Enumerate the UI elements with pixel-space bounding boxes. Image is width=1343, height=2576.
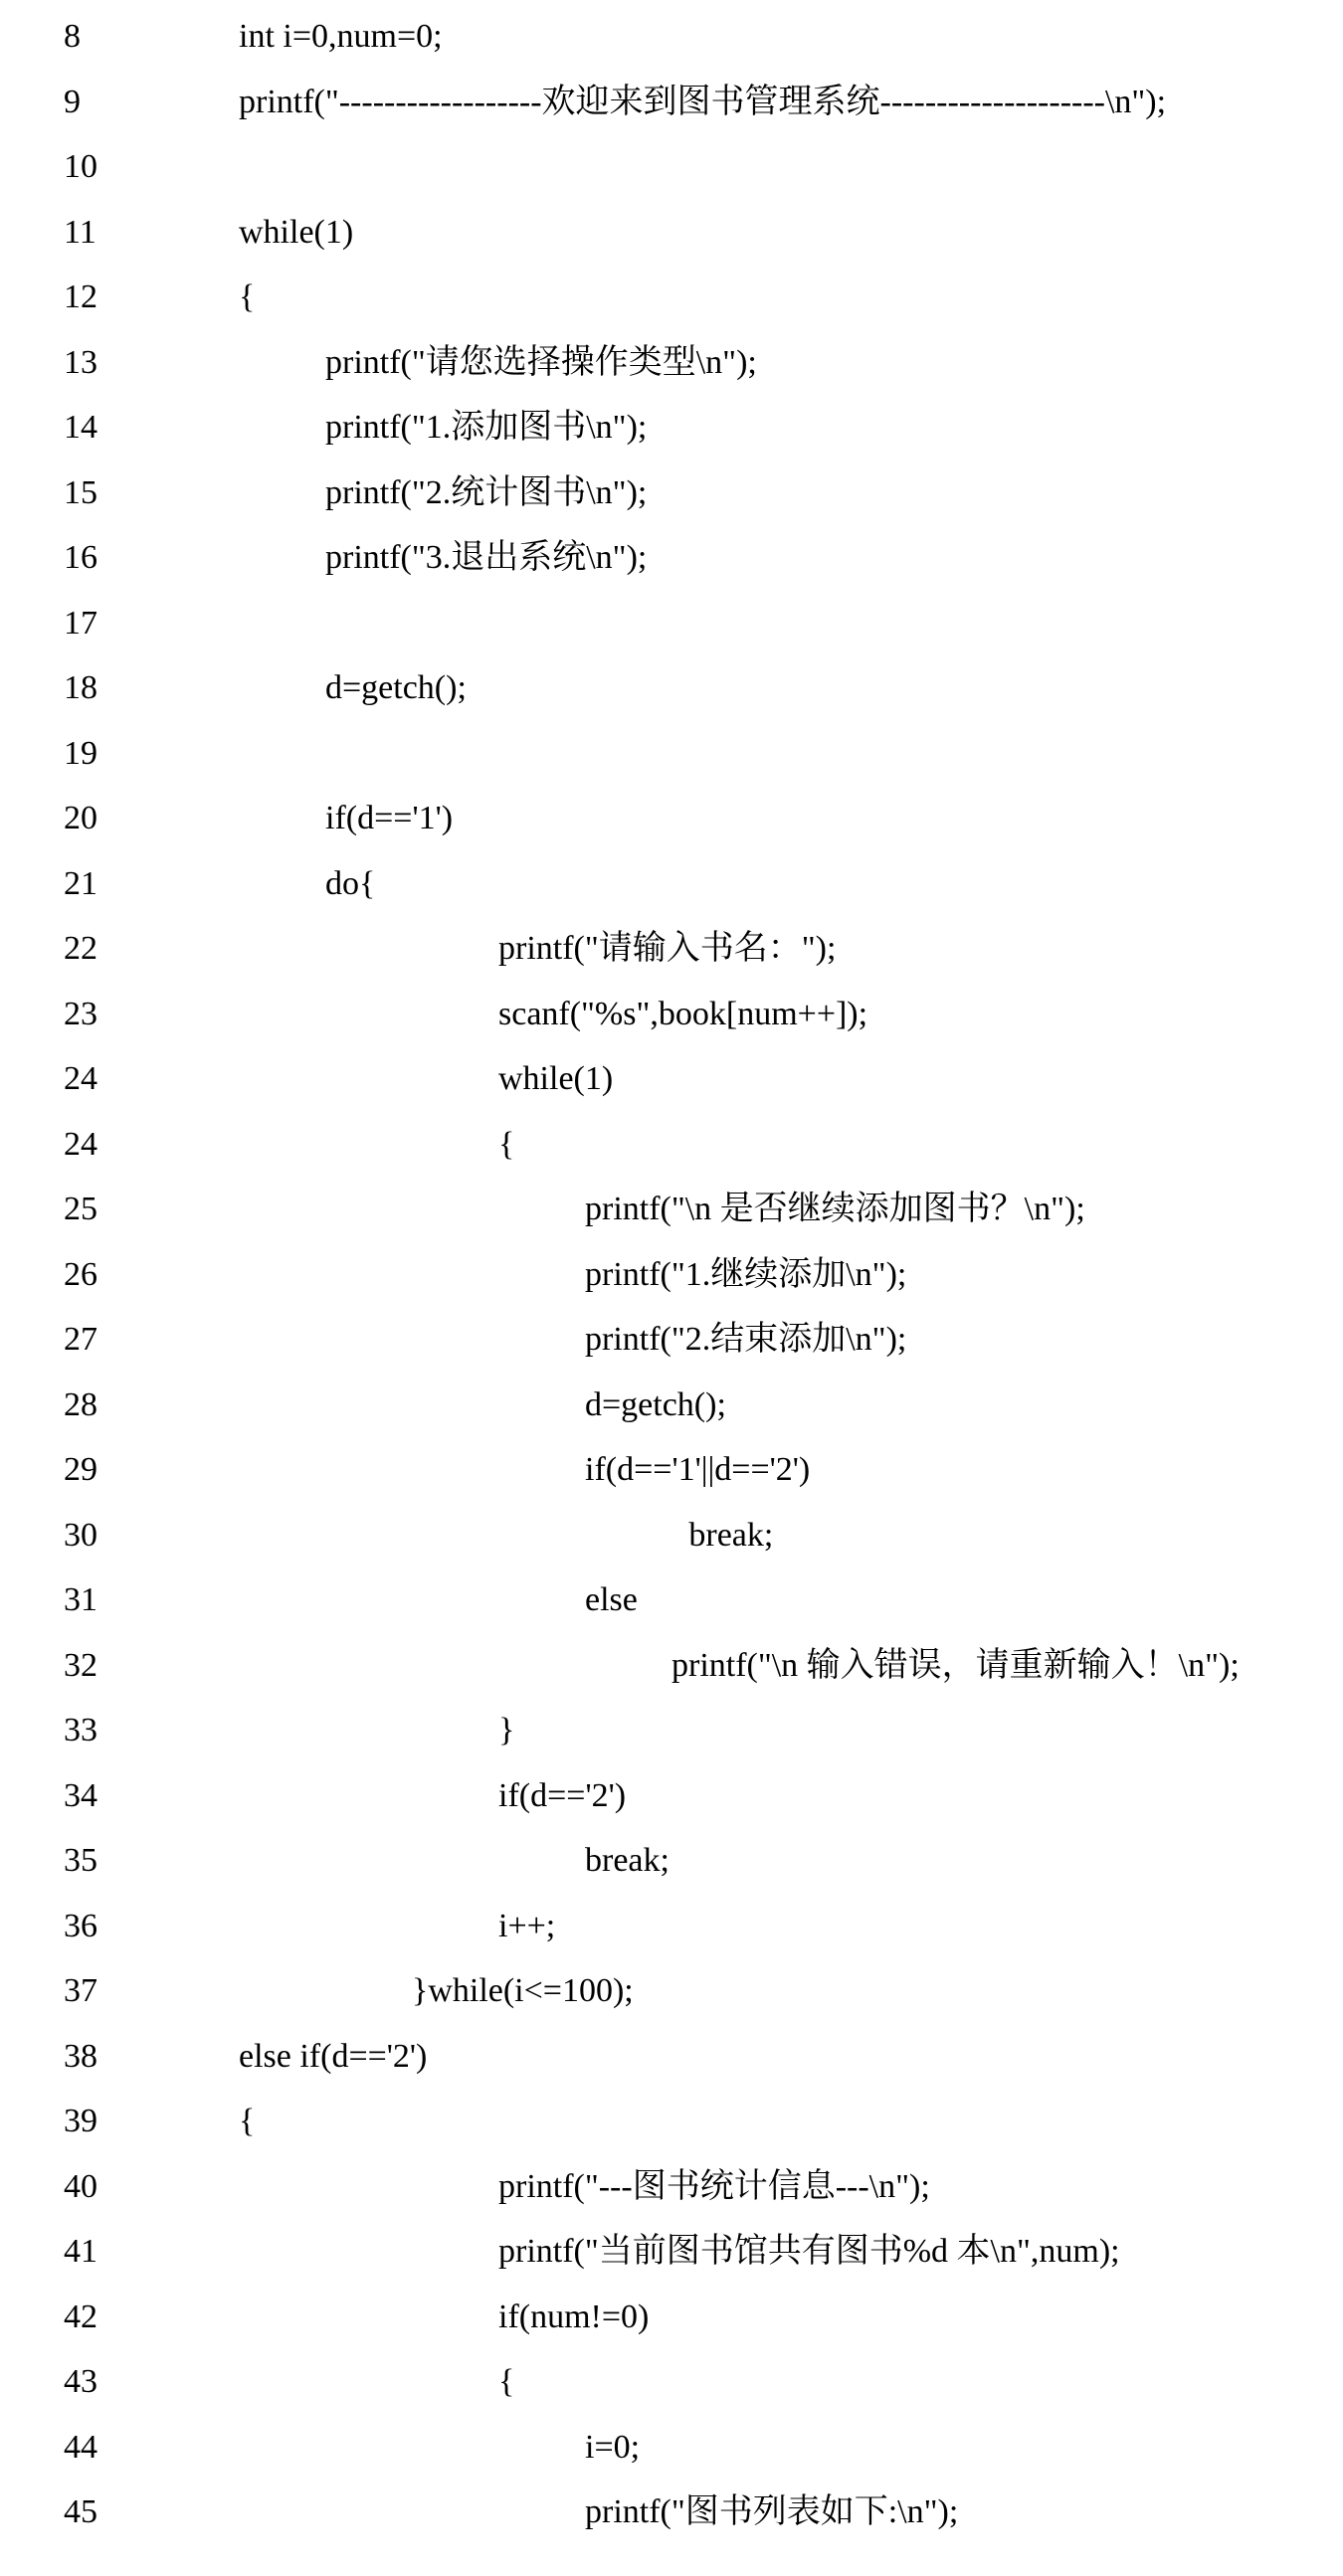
line-number: 19 [64,734,97,772]
code-text: printf("------------------欢迎来到图书管理系统--------------------\n"); [239,83,1167,120]
line-number: 18 [64,669,97,706]
line-number: 29 [64,1451,97,1488]
code-text: scanf("%s",book[num++]); [498,995,868,1032]
code-line [0,2428,1343,2493]
line-number: 15 [64,473,97,511]
code-text: d=getch(); [585,1385,726,1423]
code-line [0,277,1343,343]
code-text: if(d=='1'||d=='2') [585,1451,811,1488]
line-number: 35 [64,1842,97,1879]
code-text: { [498,1125,515,1163]
code-text: printf("1.继续添加\n"); [585,1255,907,1293]
code-line [0,1841,1343,1907]
code-line [0,1646,1343,1712]
code-line [0,1971,1343,2037]
code-text: printf("请输入书名："); [498,930,837,967]
code-text: while(1) [239,213,354,251]
line-number: 23 [64,995,97,1032]
code-text: while(1) [498,1060,614,1097]
code-text: { [239,2103,256,2139]
code-text: if(num!=0) [498,2298,650,2335]
code-text: int i=0,num=0; [239,18,443,55]
code-listing [0,17,1343,2558]
code-text: do{ [325,864,376,902]
code-line [0,1125,1343,1191]
code-text: break; [585,1842,670,1879]
code-line [0,1711,1343,1776]
code-text: { [239,278,256,315]
line-number: 28 [64,1385,97,1423]
line-number: 11 [64,213,96,251]
line-number: 36 [64,1907,97,1944]
code-line [0,864,1343,930]
code-line [0,734,1343,800]
code-text: break; [688,1516,774,1554]
line-number: 39 [64,2103,97,2139]
code-line [0,343,1343,409]
code-line [0,995,1343,1060]
code-text: printf("请您选择操作类型\n"); [325,343,757,381]
line-number: 33 [64,1712,97,1748]
code-text: else if(d=='2') [239,2037,428,2075]
code-text: printf("2.结束添加\n"); [585,1321,907,1358]
line-number: 34 [64,1776,97,1814]
line-number: 8 [64,18,81,55]
code-line [0,668,1343,734]
code-line [0,1059,1343,1125]
line-number: 24 [64,1060,97,1097]
code-text: { [498,2363,515,2400]
code-line [0,929,1343,995]
line-number: 41 [64,2233,97,2270]
line-number: 22 [64,930,97,967]
code-line [0,1385,1343,1451]
code-text: if(d=='2') [498,1776,627,1814]
line-number: 37 [64,1972,97,2009]
line-number: 38 [64,2037,97,2075]
code-text: printf("图书列表如下:\n"); [585,2493,959,2530]
code-text: printf("---图书统计信息---\n"); [498,2167,930,2205]
code-text: d=getch(); [325,669,467,706]
code-line [0,2492,1343,2558]
code-line [0,2232,1343,2298]
code-text: printf("2.统计图书\n"); [325,473,648,511]
code-line [0,538,1343,604]
line-number: 16 [64,539,97,576]
code-line [0,408,1343,473]
line-number: 17 [64,604,97,642]
code-line [0,17,1343,83]
code-line [0,1450,1343,1516]
line-number: 32 [64,1646,97,1684]
line-number: 25 [64,1191,97,1227]
code-line [0,83,1343,148]
line-number: 12 [64,278,97,315]
line-number: 45 [64,2493,97,2530]
line-number: 21 [64,864,97,902]
code-line [0,1190,1343,1255]
line-number: 44 [64,2428,97,2466]
code-line [0,2298,1343,2363]
code-text: printf("当前图书馆共有图书%d 本\n",num); [498,2233,1120,2270]
code-text: printf("\n 是否继续添加图书？\n"); [585,1191,1085,1227]
code-line [0,2037,1343,2103]
code-line [0,2102,1343,2167]
line-number: 24 [64,1125,97,1163]
code-line [0,1776,1343,1842]
line-number: 10 [64,148,97,185]
line-number: 30 [64,1516,97,1554]
code-line [0,473,1343,539]
line-number: 40 [64,2167,97,2205]
code-text: i=0; [585,2428,641,2466]
code-text: } [498,1712,515,1748]
code-text: printf("3.退出系统\n"); [325,539,648,576]
code-line [0,2362,1343,2428]
code-line [0,1255,1343,1321]
code-line [0,213,1343,278]
code-text: if(d=='1') [325,800,454,836]
code-line [0,604,1343,669]
code-text: i++; [498,1907,556,1944]
line-number: 9 [64,83,81,120]
line-number: 13 [64,343,97,381]
line-number: 20 [64,800,97,836]
code-line [0,799,1343,864]
code-line [0,1580,1343,1646]
code-line [0,2167,1343,2233]
code-text: else [585,1581,638,1618]
line-number: 14 [64,409,97,446]
code-text: printf("1.添加图书\n"); [325,409,648,446]
code-line [0,147,1343,213]
line-number: 31 [64,1581,97,1618]
line-number: 42 [64,2298,97,2335]
line-number: 27 [64,1321,97,1358]
code-text: }while(i<=100); [412,1972,634,2009]
code-line [0,1320,1343,1385]
line-number: 43 [64,2363,97,2400]
code-line [0,1907,1343,1972]
line-number: 26 [64,1255,97,1293]
code-text: printf("\n 输入错误，请重新输入！\n"); [672,1646,1240,1684]
code-line [0,1516,1343,1581]
